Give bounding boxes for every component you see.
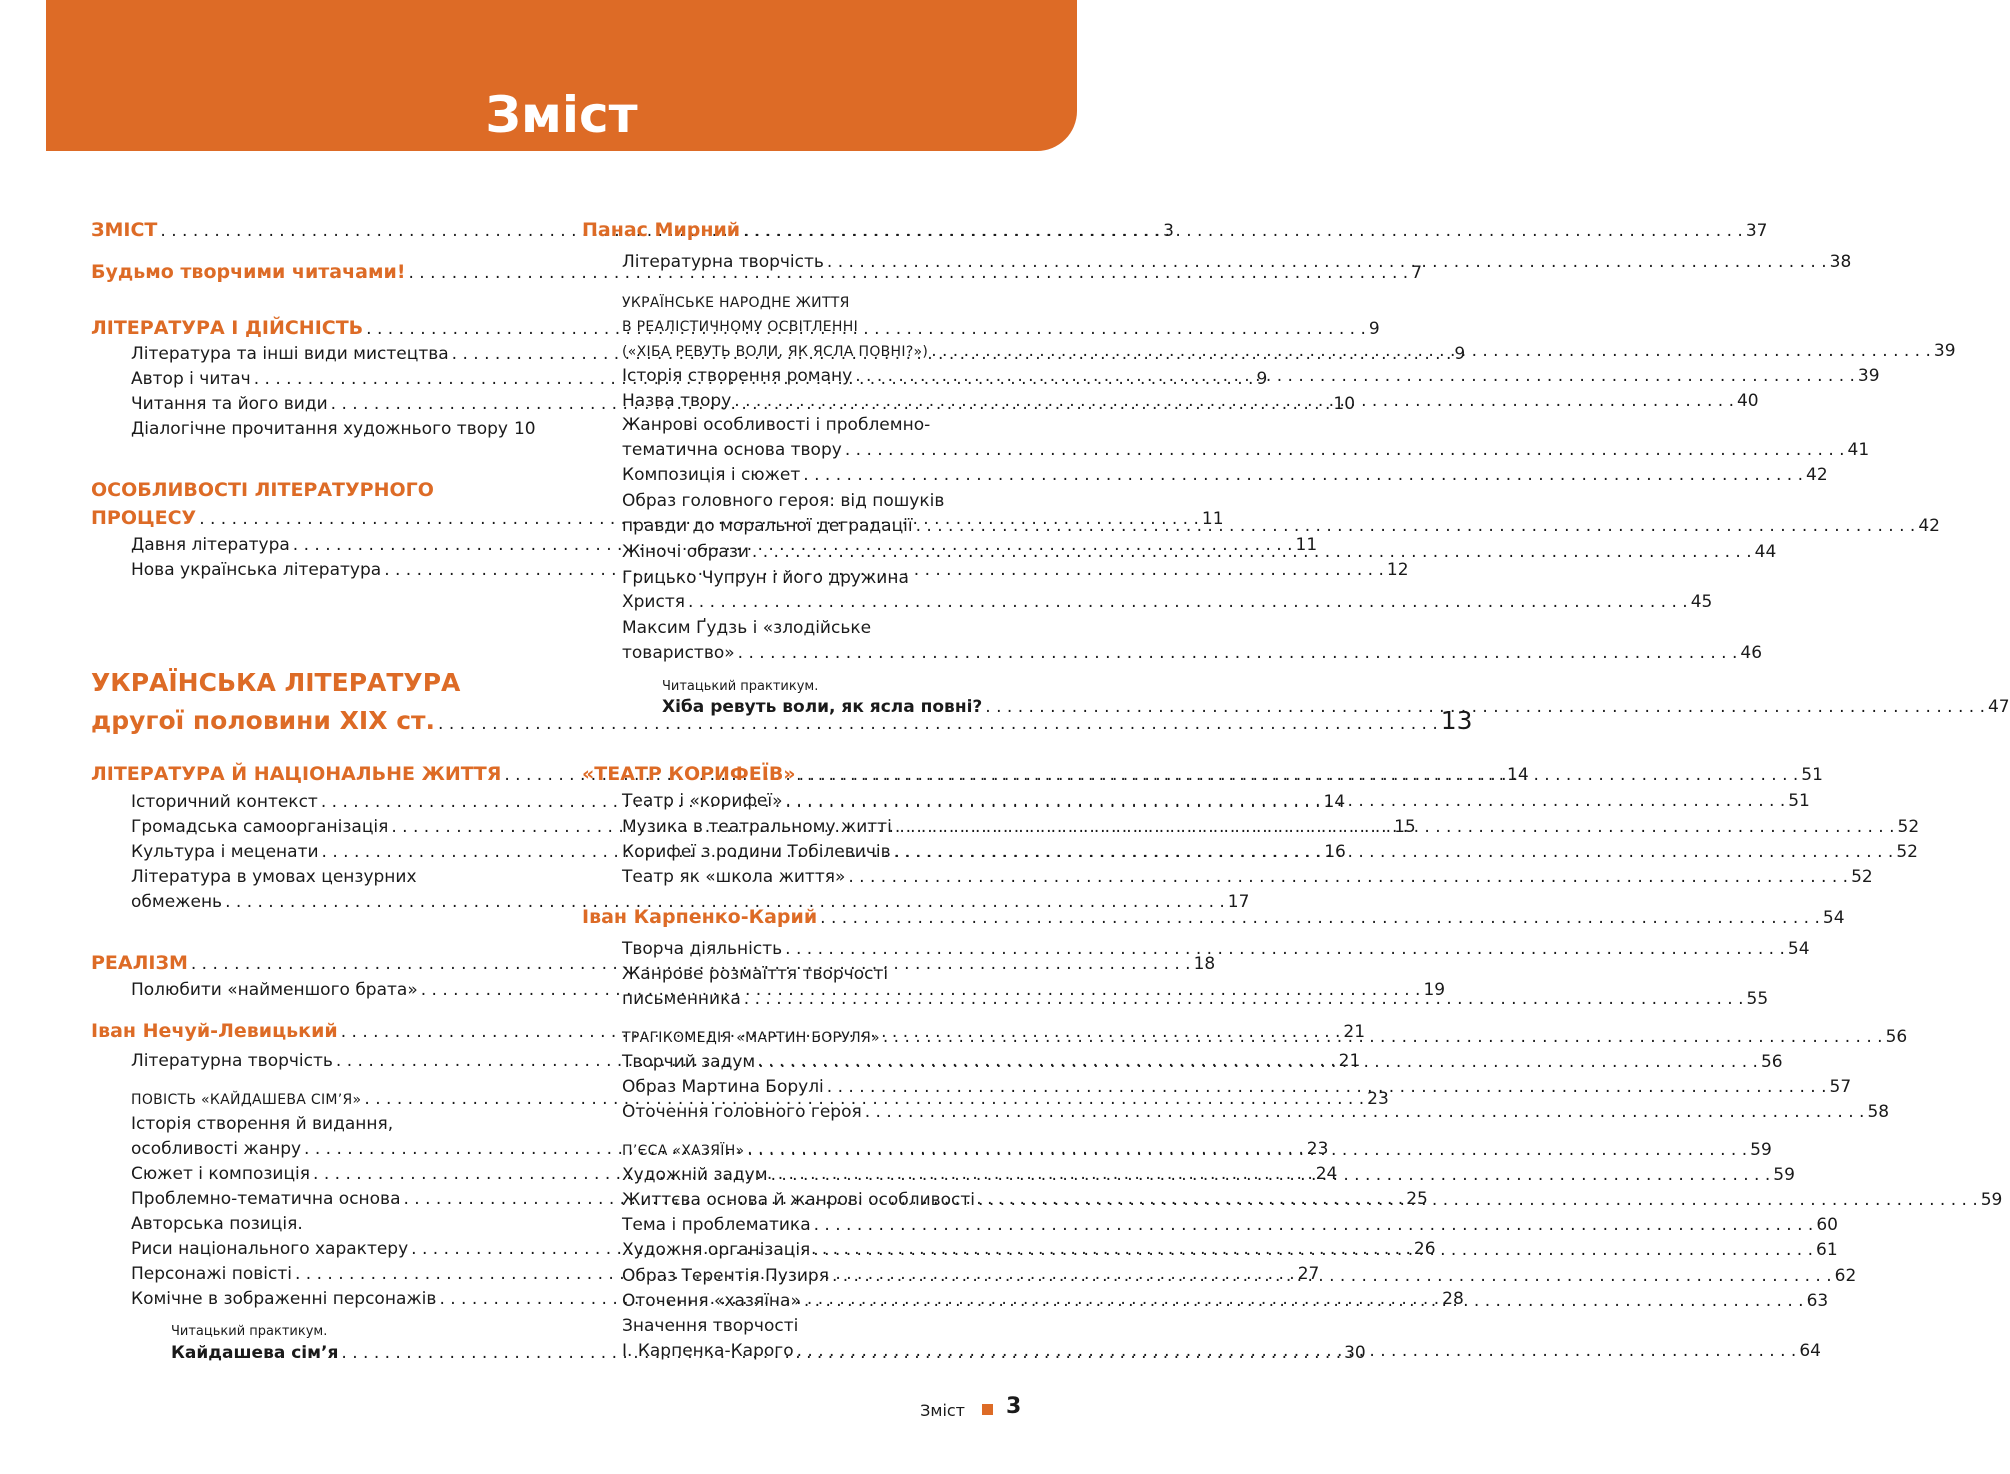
- toc-entry-title: Назва твору: [622, 391, 732, 411]
- toc-page-number: 59: [1980, 1190, 2003, 1210]
- toc-entry-title: письменника: [622, 989, 741, 1009]
- toc-dot-leader: [813, 1238, 1813, 1262]
- toc-entry-title: Образ Мартина Борулі: [622, 1077, 824, 1097]
- toc-dot-leader: [820, 906, 1820, 930]
- toc-entry-title: Театр і «корифеї»: [622, 791, 783, 811]
- toc-dot-leader: [845, 438, 1845, 462]
- toc-page-number: 38: [1829, 252, 1852, 272]
- toc-page-number: 52: [1896, 842, 1918, 862]
- toc-entry-title: другої половини XIX ст.: [91, 706, 436, 735]
- toc-dot-leader: [985, 695, 1985, 719]
- toc-entry-title: ЛІТЕРАТУРА Й НАЦІОНАЛЬНЕ ЖИТТЯ: [91, 763, 502, 785]
- toc-entry-title: Образ Терентія Пузиря: [622, 1266, 829, 1286]
- toc-entry-title: Образ головного героя: від пошуків: [622, 491, 945, 511]
- toc-page-number: 41: [1847, 440, 1870, 460]
- toc-entry[interactable]: [91, 1112, 533, 1136]
- toc-page-number: 55: [1746, 989, 1769, 1009]
- toc-entry-title: Значення творчості: [622, 1316, 799, 1336]
- toc-page-number: 46: [1740, 643, 1763, 663]
- toc-entry-title: Історія створення й видання,: [131, 1114, 394, 1134]
- toc-entry-title: Нова українська література: [131, 560, 382, 580]
- toc-page-number: 23: [1306, 1139, 1329, 1159]
- toc-entry[interactable]: [582, 962, 1024, 986]
- toc-entry[interactable]: [582, 364, 1880, 388]
- toc-dot-leader: [931, 339, 1931, 363]
- toc-page-number: 42: [1806, 465, 1828, 485]
- toc-dot-leader: [743, 219, 1743, 243]
- toc-entry-title: Сюжет і композиція: [131, 1164, 311, 1184]
- toc-page-number: 58: [1867, 1102, 1890, 1122]
- footer-square-marker: [982, 1404, 993, 1415]
- toc-entry-title: Максим Ґудзь і «злодійське: [622, 618, 872, 638]
- toc-entry-title: Література та інші види мистецтва: [131, 344, 449, 364]
- toc-page-number: 59: [1773, 1165, 1795, 1185]
- toc-entry[interactable]: [582, 641, 1763, 665]
- toc-page-number: 56: [1885, 1027, 1908, 1047]
- toc-dot-leader: [803, 463, 1803, 487]
- toc-page-number: 28: [1442, 1289, 1464, 1309]
- toc-page-number: 13: [1440, 706, 1473, 735]
- toc-dot-leader: [758, 1050, 1758, 1074]
- toc-entry[interactable]: [582, 616, 1024, 640]
- toc-page-number: 60: [1816, 1215, 1838, 1235]
- toc-dot-leader: [855, 364, 1855, 388]
- toc-entry-title: Корифеї з родини Тобілевичів: [622, 842, 891, 862]
- toc-entry-title: Літературна творчість: [131, 1051, 333, 1071]
- toc-entry[interactable]: [91, 1212, 533, 1236]
- toc-page-number: 10: [1333, 394, 1356, 414]
- toc-entry[interactable]: [91, 417, 536, 441]
- toc-page-number: 30: [1344, 1343, 1366, 1363]
- toc-dot-leader: [894, 840, 1894, 864]
- toc-dot-leader: [814, 1213, 1814, 1237]
- toc-entry-title: Громадська самоорганізація: [131, 817, 389, 837]
- toc-page-number: 47: [1987, 697, 2010, 717]
- toc-dot-leader: [744, 987, 1744, 1011]
- toc-entry-title: Тема і проблематика: [622, 1215, 811, 1235]
- toc-entry-title: УКРАЇНСЬКА ЛІТЕРАТУРА: [91, 668, 461, 697]
- toc-page-number: 23: [1367, 1089, 1389, 1109]
- toc-dot-leader: [786, 789, 1786, 813]
- toc-page-number: 26: [1413, 1239, 1436, 1259]
- toc-page-number: 40: [1736, 391, 1759, 411]
- toc-entry-title: Композиція і сюжет: [622, 465, 801, 485]
- toc-page-number: 63: [1806, 1291, 1829, 1311]
- toc-page-number: 15: [1394, 817, 1416, 837]
- toc-page-number: 18: [1193, 954, 1216, 974]
- toc-entry[interactable]: [582, 463, 1828, 487]
- toc-entry[interactable]: [582, 1213, 1838, 1237]
- toc-entry-title: Будьмо творчими читачами!: [91, 261, 406, 283]
- toc-entry[interactable]: [582, 1314, 1024, 1338]
- toc-page-number: 17: [1227, 892, 1250, 912]
- toc-entry-title: Давня література: [131, 535, 290, 555]
- toc-entry-title: Життєва основа й жанрові особливості: [622, 1190, 976, 1210]
- toc-entry-title: Культура і меценати: [131, 842, 319, 862]
- toc-entry-title: Література в умовах цензурних: [131, 867, 417, 887]
- toc-dot-leader: [895, 815, 1895, 839]
- toc-entry-title: Жанрові особливості і проблемно-: [622, 415, 931, 435]
- toc-entry-title: Комічне в зображенні персонажів: [131, 1289, 437, 1309]
- toc-dot-leader: [738, 641, 1738, 665]
- toc-entry-title: Літературна творчість: [622, 252, 824, 272]
- toc-entry-title: УКРАЇНСЬКЕ НАРОДНЕ ЖИТТЯ: [622, 295, 850, 311]
- toc-dot-leader: [827, 250, 1827, 274]
- toc-entry-title: Читацький практикум.: [662, 679, 819, 694]
- toc-entry-title: ОСОБЛИВОСТІ ЛІТЕРАТУРНОГО: [91, 479, 434, 501]
- toc-dot-leader: [785, 937, 1785, 961]
- toc-page-number: 21: [1338, 1051, 1361, 1071]
- toc-entry-title: Полюбити «найменшого брата»: [131, 980, 418, 1000]
- toc-dot-leader: [771, 1163, 1771, 1187]
- toc-page-number: 27: [1297, 1264, 1320, 1284]
- toc-page-number: 24: [1315, 1164, 1338, 1184]
- toc-entry-title: Оточення «хазяїна»: [622, 1291, 801, 1311]
- toc-page-number: 37: [1745, 221, 1768, 241]
- toc-dot-leader: [799, 763, 1799, 787]
- toc-dot-leader: [883, 1025, 1883, 1049]
- toc-dot-leader: [752, 540, 1752, 564]
- toc-dot-leader: [916, 514, 1916, 538]
- toc-entry-title: тематична основа твору: [622, 440, 842, 460]
- toc-page-number: 11: [1295, 535, 1318, 555]
- toc-page-number: 44: [1754, 542, 1777, 562]
- toc-section-entry[interactable]: [91, 666, 533, 700]
- toc-page-number: 61: [1816, 1240, 1838, 1260]
- toc-entry[interactable]: [582, 339, 1956, 363]
- toc-entry-title: Хіба ревуть воли, як ясла повні?: [662, 697, 983, 717]
- toc-page-number: 9: [1256, 369, 1268, 389]
- toc-entry-title: ТРАГІКОМЕДІЯ «МАРТИН БОРУЛЯ»: [622, 1030, 880, 1046]
- toc-entry-title: Іван Карпенко-Карий: [582, 906, 818, 928]
- toc-entry[interactable]: [582, 314, 1024, 338]
- toc-entry-title: Музика в театральному житті: [622, 817, 892, 837]
- toc-page-number: 9: [1368, 319, 1380, 339]
- toc-page-number: 14: [1323, 792, 1346, 812]
- toc-entry-title: ПРОЦЕСУ: [91, 507, 197, 529]
- page-title: Зміст: [485, 86, 638, 144]
- toc-entry-title: П’ЄСА «ХАЗЯЇН»: [622, 1143, 745, 1159]
- toc-entry-title: РЕАЛІЗМ: [91, 952, 188, 974]
- toc-entry-title: Читання та його види: [131, 394, 328, 414]
- toc-entry-title: особливості жанру: [131, 1139, 302, 1159]
- toc-entry-title: Історія створення роману: [622, 366, 853, 386]
- toc-entry-title: товариство»: [622, 643, 735, 663]
- toc-entry-title: Творча діяльність: [622, 939, 783, 959]
- toc-entry[interactable]: [91, 1318, 533, 1342]
- toc-page-number: 39: [1857, 366, 1880, 386]
- toc-dot-leader: [827, 1075, 1827, 1099]
- toc-page-number: 56: [1760, 1052, 1783, 1072]
- toc-page-number: 54: [1822, 908, 1845, 928]
- toc-entry-title: ЗМІСТ: [91, 219, 158, 241]
- toc-page-number: 16: [1324, 842, 1346, 862]
- toc-page-number: 19: [1423, 980, 1446, 1000]
- toc-entry-title: Творчий задум: [622, 1052, 756, 1072]
- header-banner: [46, 0, 1077, 151]
- toc-page-number: 45: [1690, 592, 1713, 612]
- toc-entry-title: Проблемно-тематична основа: [131, 1189, 401, 1209]
- toc-entry[interactable]: [91, 865, 533, 889]
- toc-entry-title: («ХІБА РЕВУТЬ ВОЛИ, ЯК ЯСЛА ПОВНІ?»): [622, 344, 929, 360]
- toc-section-entry[interactable]: [582, 218, 1768, 242]
- footer-section-label: Зміст: [920, 1401, 965, 1420]
- toc-entry[interactable]: [582, 438, 1870, 462]
- toc-entry-title: Діалогічне прочитання художнього твору: [131, 419, 508, 439]
- toc-dot-leader: [797, 1339, 1797, 1363]
- toc-page-number: 51: [1788, 791, 1810, 811]
- toc-entry-title: Жанрове розмаїття творчості: [622, 964, 889, 984]
- toc-dot-leader: [848, 865, 1848, 889]
- toc-dot-leader: [747, 1138, 1747, 1162]
- toc-dot-leader: [865, 1100, 1865, 1124]
- toc-page-number: 54: [1787, 939, 1810, 959]
- toc-page-number: 42: [1918, 516, 1940, 536]
- toc-page-number: 51: [1801, 765, 1823, 785]
- toc-entry-title: Персонажі повісті: [131, 1264, 292, 1284]
- toc-page-number: 52: [1897, 817, 1920, 837]
- toc-entry-title: Автор і читач: [131, 369, 251, 389]
- toc-dot-leader: [804, 1289, 1804, 1313]
- toc-entry-title: ЛІТЕРАТУРА І ДІЙСНІСТЬ: [91, 317, 364, 339]
- toc-entry[interactable]: [582, 290, 1024, 314]
- toc-page-number: 39: [1933, 341, 1956, 361]
- toc-dot-leader: [688, 590, 1688, 614]
- toc-entry-title: Жіночі образи: [622, 542, 749, 562]
- toc-page-number: 14: [1507, 765, 1529, 785]
- toc-entry-title: Художня організація: [622, 1240, 811, 1260]
- toc-page-number: 9: [1454, 344, 1466, 364]
- toc-entry-title: І. Карпенка-Карого: [622, 1341, 794, 1361]
- toc-entry-title: обмежень: [131, 892, 223, 912]
- toc-page-number: 62: [1834, 1266, 1857, 1286]
- toc-page-number: 25: [1406, 1189, 1428, 1209]
- toc-entry-title: Грицько Чупрун і його дружина: [622, 568, 909, 588]
- toc-page-number: 10: [513, 419, 536, 439]
- toc-entry-title: Іван Нечуй-Левицький: [91, 1020, 338, 1042]
- toc-entry[interactable]: [91, 890, 1250, 914]
- toc-entry-title: Авторська позиція.: [131, 1214, 303, 1234]
- toc-entry[interactable]: [582, 1100, 1890, 1124]
- toc-page-number: 59: [1750, 1140, 1772, 1160]
- toc-entry-title: Риси національного характеру: [131, 1239, 409, 1259]
- toc-entry[interactable]: [582, 937, 1810, 961]
- toc-section-entry[interactable]: [91, 478, 533, 502]
- toc-page-number: 64: [1799, 1341, 1821, 1361]
- toc-entry[interactable]: [582, 865, 1873, 889]
- toc-page-number: 57: [1829, 1077, 1852, 1097]
- toc-entry[interactable]: [582, 489, 1024, 513]
- toc-entry-title: Оточення головного героя: [622, 1102, 862, 1122]
- toc-entry[interactable]: [582, 566, 1024, 590]
- toc-dot-leader: [978, 1188, 1978, 1212]
- toc-entry[interactable]: [582, 695, 2010, 719]
- toc-entry-title: Історичний контекст: [131, 792, 318, 812]
- toc-page-number: 12: [1386, 560, 1409, 580]
- toc-entry-title: В РЕАЛІСТИЧНОМУ ОСВІТЛЕННІ: [622, 319, 859, 335]
- toc-page-number: 21: [1343, 1022, 1366, 1042]
- toc-page-number: 11: [1201, 509, 1224, 529]
- toc-entry[interactable]: [582, 590, 1713, 614]
- toc-entry[interactable]: [582, 250, 1852, 274]
- toc-entry-title: Кайдашева сім’я: [171, 1343, 339, 1363]
- toc-dot-leader: [832, 1264, 1832, 1288]
- toc-entry[interactable]: [582, 673, 1024, 697]
- toc-entry-title: «ТЕАТР КОРИФЕЇВ»: [582, 763, 796, 785]
- toc-entry-title: Художній задум: [622, 1165, 768, 1185]
- toc-entry-title: Театр як «школа життя»: [622, 867, 846, 887]
- toc-page-number: 3: [1163, 221, 1174, 241]
- toc-entry-title: Христя: [622, 592, 685, 612]
- toc-dot-leader: [734, 389, 1734, 413]
- toc-entry-title: Панас Мирний: [582, 219, 741, 241]
- toc-entry-title: Читацький практикум.: [171, 1324, 328, 1339]
- toc-page-number: 52: [1851, 867, 1873, 887]
- toc-entry[interactable]: [582, 413, 1024, 437]
- toc-section-entry[interactable]: [582, 905, 1845, 929]
- toc-entry-title: правди до моральної деградації: [622, 516, 913, 536]
- footer-page-number: 3: [1006, 1394, 1022, 1419]
- toc-entry-title: ПОВІСТЬ «КАЙДАШЕВА СІМ’Я»: [131, 1092, 362, 1108]
- toc-page-number: 7: [1411, 263, 1423, 283]
